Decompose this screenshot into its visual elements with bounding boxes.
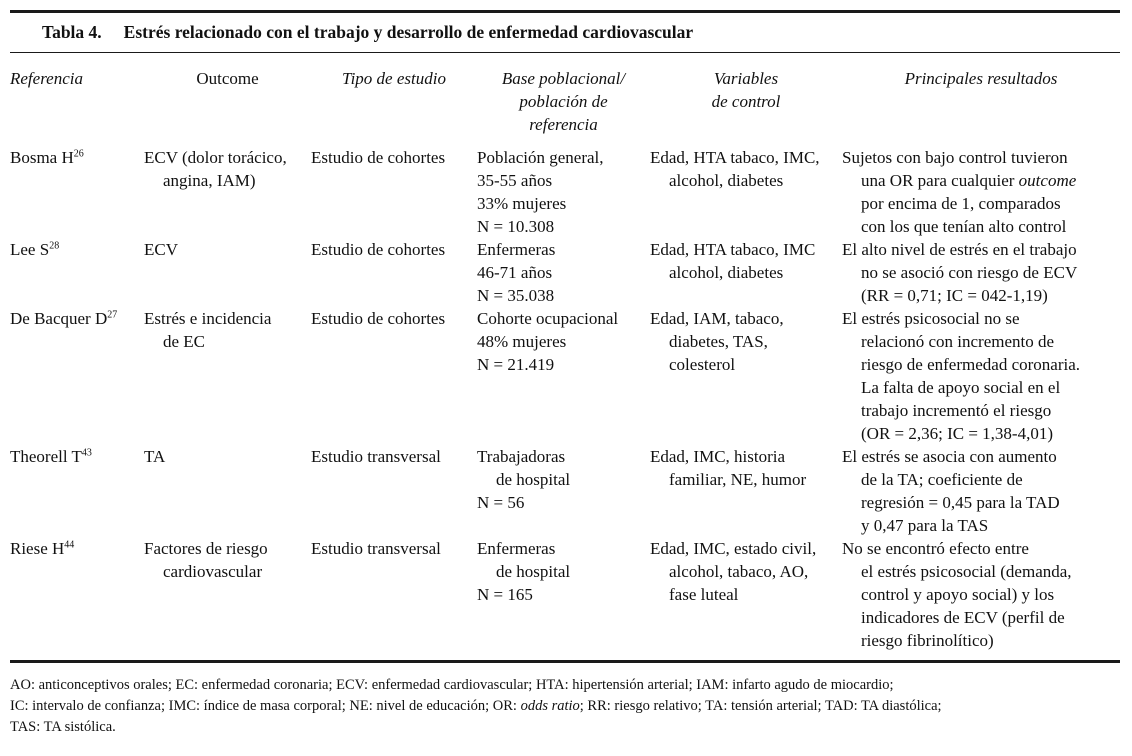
header-variables-control: Variables de control — [711, 69, 781, 111]
cell-resultados: El alto nivel de estrés en el trabajo no se asoció con riesgo de ECV (RR = 0,71; IC = 042-1,19) — [842, 240, 1078, 305]
table-label: Tabla 4. — [42, 22, 102, 42]
header-resultados: Principales resultados — [904, 69, 1058, 88]
cell-referencia: Lee $S^{28}$ — [10, 240, 60, 259]
footnotes — [10, 675, 1120, 738]
header-referencia: Referencia — [10, 69, 83, 88]
header-outcome: Outcome — [196, 69, 259, 88]
footnote-line: IC: intervalo de confianza; IMC: índice de masa corporal; NE: nivel de educación; OR: odds ratio; RR: riesgo relativo; TA: tensión arterial; TAD: TA diastólica; — [10, 698, 942, 714]
cell-outcome: Factores de riesgo cardiovascular — [144, 539, 268, 581]
cell-referencia: Riese $H^{44}$ — [10, 539, 75, 558]
cell-tipo: Estudio de cohortes — [311, 240, 446, 259]
cell-base: Enfermeras de hospital N = 165 — [477, 539, 571, 604]
table-figure — [10, 10, 1120, 738]
header-row — [10, 53, 1120, 146]
cell-outcome: TA — [144, 447, 166, 466]
cell-base: Cohorte ocupacional 48% mujeres N = 21.419 — [477, 309, 619, 374]
cell-tipo: Estudio de cohortes — [311, 148, 446, 167]
cell-variables: Edad, IAM, tabaco, diabetes, TAS, colesterol — [650, 309, 784, 374]
header-tipo-estudio: Tipo de estudio — [342, 69, 446, 88]
table-row — [10, 146, 1120, 238]
cell-resultados: El estrés psicosocial no se relacionó con incremento de riesgo de enfermedad coronaria. La falta de apoyo social en el trabajo incrementó el riesgo (OR = 2,36; IC = 1,38-4,01) — [842, 309, 1080, 443]
cell-base: Población general, 35-55 años 33% mujeres N = 10.308 — [477, 148, 604, 236]
cell-outcome: ECV (dolor torácico, angina, IAM) — [144, 148, 287, 190]
cell-referencia: Theorell $T^{43}$ — [10, 447, 92, 466]
cell-resultados: El estrés se asocia con aumento de la TA; coeficiente de regresión = 0,45 para la TAD y 0,47 para la TAS — [842, 447, 1060, 535]
cell-variables: Edad, HTA tabaco, IMC alcohol, diabetes — [650, 240, 816, 282]
cell-variables: Edad, IMC, estado civil, alcohol, tabaco, AO, fase luteal — [650, 539, 817, 604]
footnote-line: AO: anticonceptivos orales; EC: enfermedad coronaria; ECV: enfermedad cardiovascular; HTA: hipertensión arterial; IAM: infarto agudo de miocardio; — [10, 677, 894, 693]
cell-tipo: Estudio transversal — [311, 539, 441, 558]
cell-outcome: ECV — [144, 240, 178, 259]
cell-variables: Edad, HTA tabaco, IMC, alcohol, diabetes — [650, 148, 820, 190]
table-caption — [10, 13, 1120, 53]
cell-base: Enfermeras 46-71 años N = 35.038 — [477, 240, 556, 305]
table-title: Estrés relacionado con el trabajo y desarrollo de enfermedad cardiovascular — [123, 22, 694, 42]
cell-resultados: No se encontró efecto entre el estrés psicosocial (demanda, control y apoyo social) y los indicadores de ECV (perfil de riesgo fibrinolítico) — [842, 539, 1072, 650]
table-row — [10, 537, 1120, 652]
header-base-poblacional: Base poblacional/ población de referencia — [501, 69, 626, 134]
cell-outcome: Estrés e incidencia de EC — [144, 309, 272, 351]
cell-tipo: Estudio de cohortes — [311, 309, 446, 328]
footnote-line: TAS: TA sistólica. — [10, 719, 116, 735]
cell-tipo: Estudio transversal — [311, 447, 441, 466]
cell-referencia: De Bacquer $D^{27}$ — [10, 309, 118, 328]
table-row — [10, 445, 1120, 537]
cell-referencia: Bosma $H^{26}$ — [10, 148, 84, 167]
table-row — [10, 307, 1120, 445]
table-row — [10, 238, 1120, 307]
bottom-rule — [10, 660, 1120, 663]
cell-variables: Edad, IMC, historia familiar, NE, humor — [650, 447, 807, 489]
cell-base: Trabajadoras de hospital N = 56 — [477, 447, 571, 512]
cell-resultados: Sujetos con bajo control tuvieron una OR para cualquier outcome por encima de 1, comparados con los que tenían alto control — [842, 148, 1077, 236]
study-table — [10, 53, 1120, 652]
